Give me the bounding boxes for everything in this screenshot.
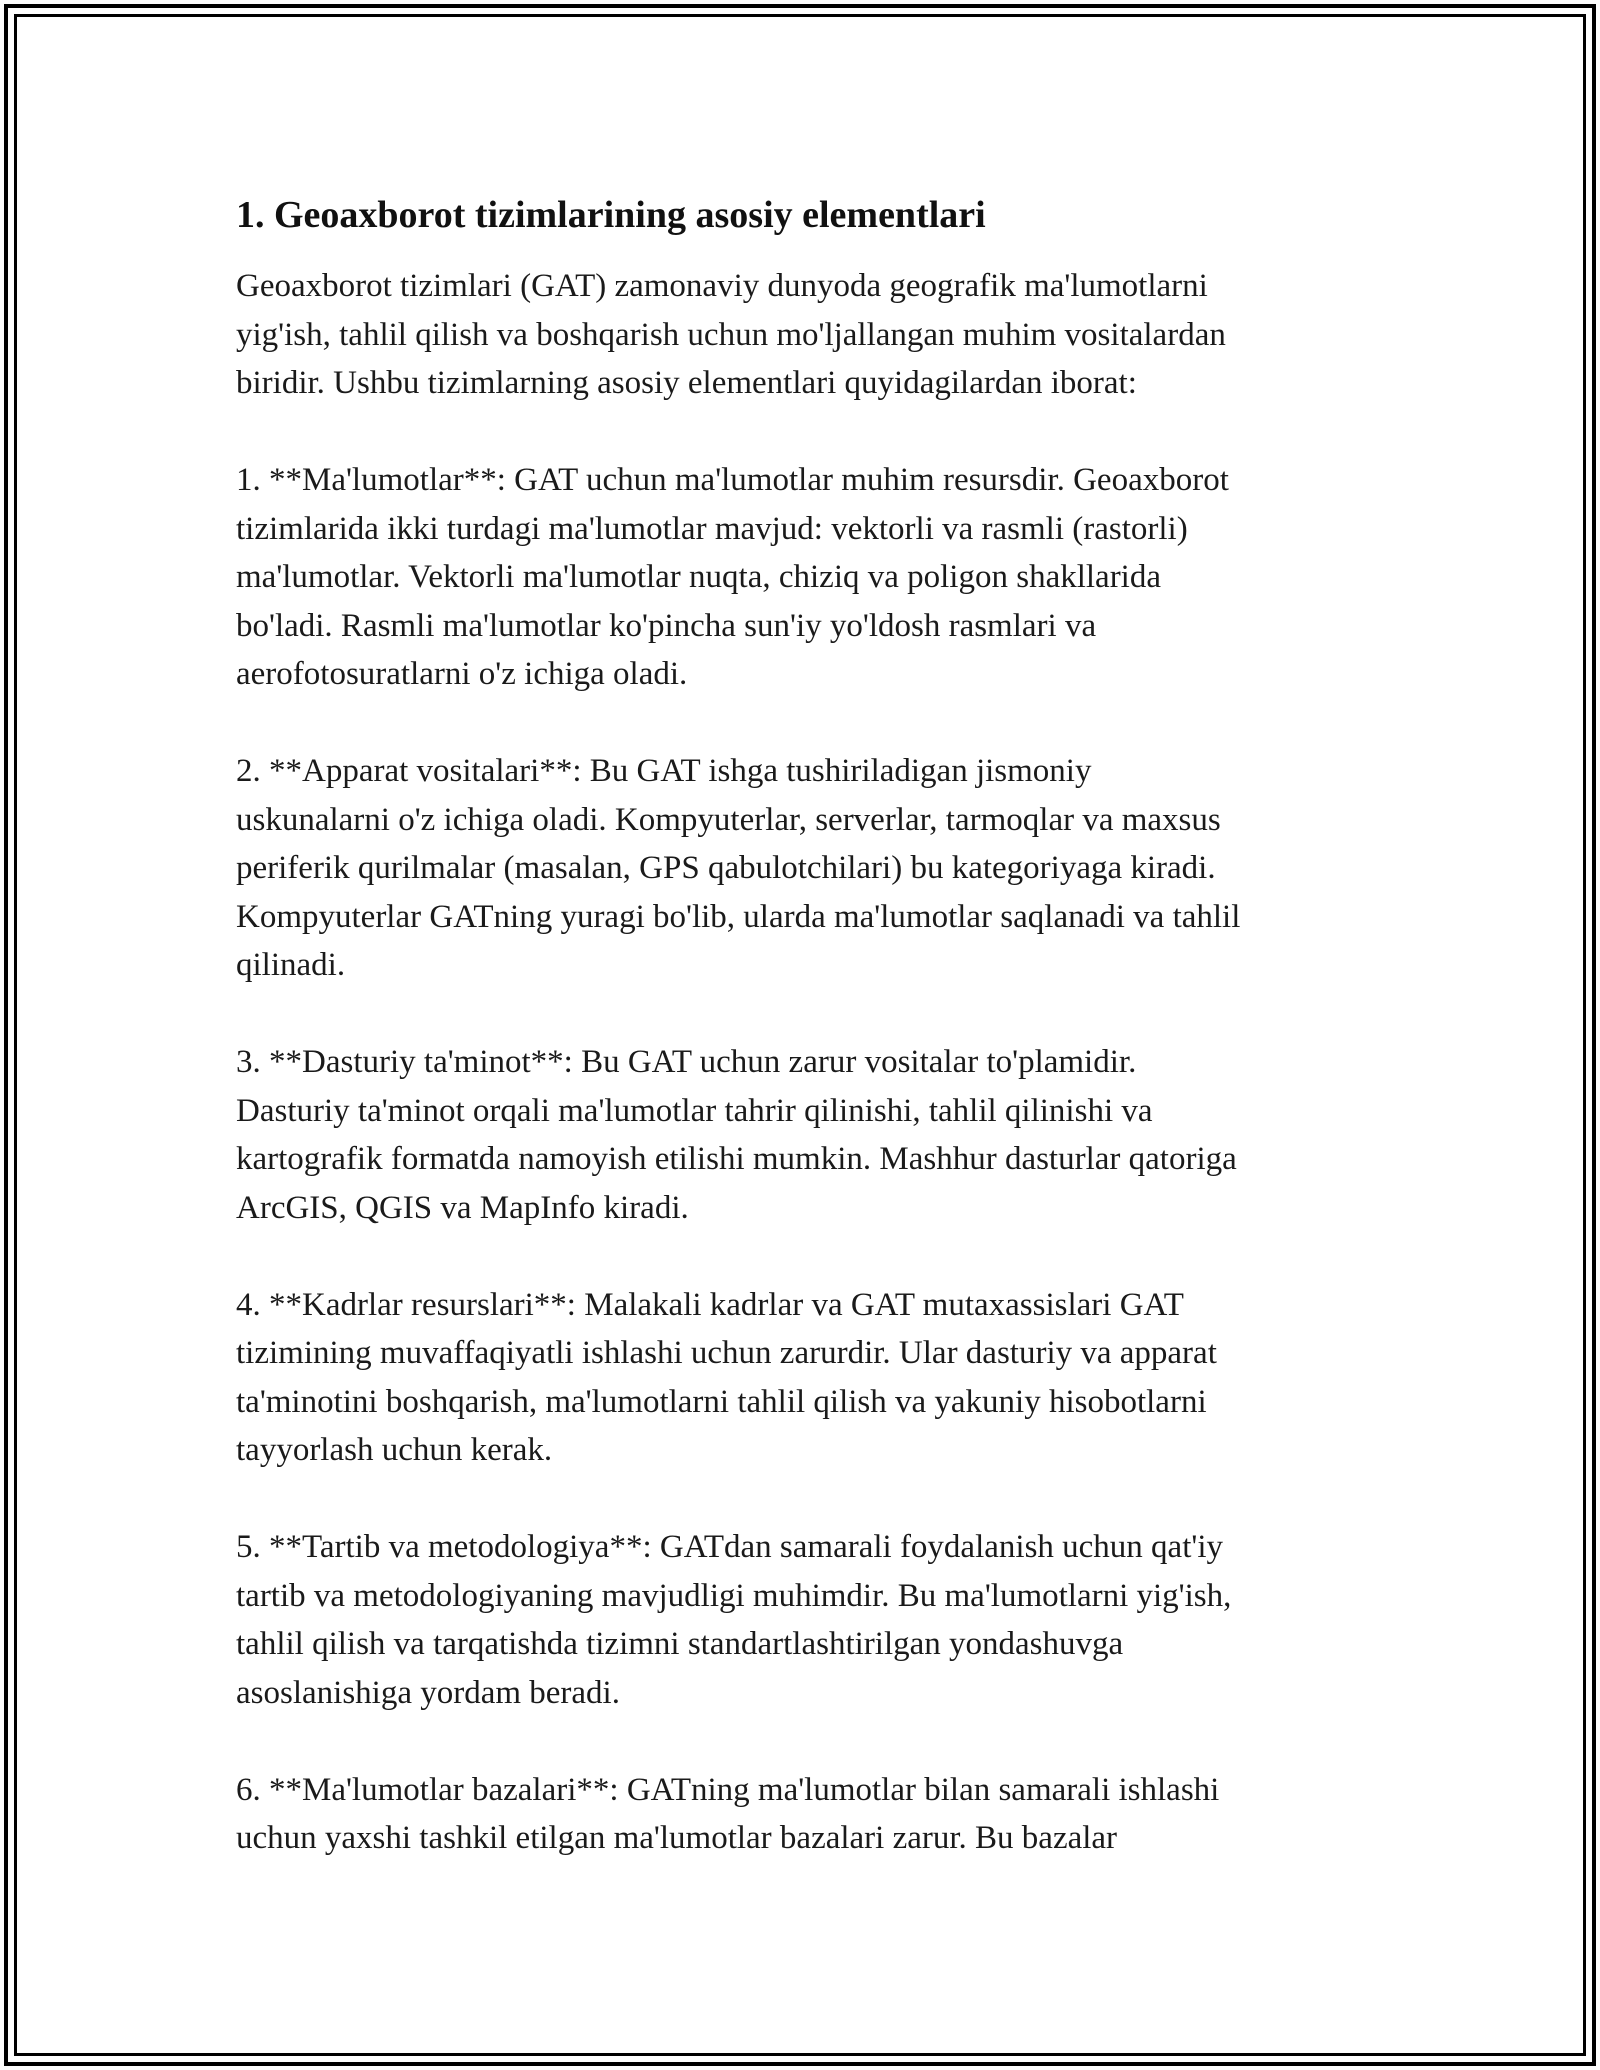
paragraph-spacer <box>236 1475 1366 1524</box>
paragraph-spacer <box>236 408 1366 457</box>
list-item-data: 1. **Ma'lumotlar**: GAT uchun ma'lumotlar muhim resursdir. Geoaxborot tizimlarida ikki turdagi ma'lumotlar mavjud: vektorli va rasmli (rastorli) ma'lumotlar. Vektorli ma'lumotlar nuqta, chiziq va poligon shakllarida bo'ladi. Rasmli ma'lumotlar ko'pincha sun'iy yo'ldosh rasmlari va aerofotosuratlarni o'z ichiga oladi. <box>236 462 1229 692</box>
paragraph-spacer <box>236 1232 1366 1281</box>
paragraph-spacer <box>236 699 1366 748</box>
section-heading: 1. Geoaxborot tizimlarining asosiy elementlari <box>236 194 986 236</box>
paragraph-spacer <box>236 990 1366 1039</box>
list-item-hardware: 2. **Apparat vositalari**: Bu GAT ishga tushiriladigan jismoniy uskunalarni o'z ichiga oladi. Kompyuterlar, serverlar, tarmoqlar va maxsus periferik qurilmalar (masalan, GPS qabulotchilari) bu kategoriyaga kiradi. Kompyuterlar GATning yuragi bo'lib, ularda ma'lumotlar saqlanadi va tahlil qilinadi. <box>236 753 1241 983</box>
document-body <box>236 188 1366 1863</box>
list-item-personnel: 4. **Kadrlar resurslari**: Malakali kadrlar va GAT mutaxassislari GAT tizimining muvaffaqiyatli ishlashi uchun zarurdir. Ular dasturiy va apparat ta'minotini boshqarish, ma'lumotlarni tahlil qilish va yakuniy hisobotlarni tayyorlash uchun kerak. <box>236 1286 1217 1468</box>
list-item-methodology: 5. **Tartib va metodologiya**: GATdan samarali foydalanish uchun qat'iy tartib va metodologiyaning mavjudligi muhimdir. Bu ma'lumotlarni yig'ish, tahlil qilish va tarqatishda tizimni standartlashtirilgan yondashuvga asoslanishiga yordam beradi. <box>236 1529 1232 1711</box>
list-item-software: 3. **Dasturiy ta'minot**: Bu GAT uchun zarur vositalar to'plamidir. Dasturiy ta'minot orqali ma'lumotlar tahrir qilinishi, tahlil qilinishi va kartografik formatda namoyish etilishi mumkin. Mashhur dasturlar qatoriga ArcGIS, QGIS va MapInfo kiradi. <box>236 1044 1237 1226</box>
intro-paragraph: Geoaxborot tizimlari (GAT) zamonaviy dunyoda geografik ma'lumotlarni yig'ish, tahlil qilish va boshqarish uchun mo'ljallangan muhim vositalardan biridir. Ushbu tizimlarning asosiy elementlari quyidagilardan iborat: <box>236 268 1226 401</box>
list-item-databases: 6. **Ma'lumotlar bazalari**: GATning ma'lumotlar bilan samarali ishlashi uchun yaxshi tashkil etilgan ma'lumotlar bazalari zarur. Bu bazalar <box>236 1771 1220 1856</box>
paragraph-spacer <box>236 1717 1366 1766</box>
